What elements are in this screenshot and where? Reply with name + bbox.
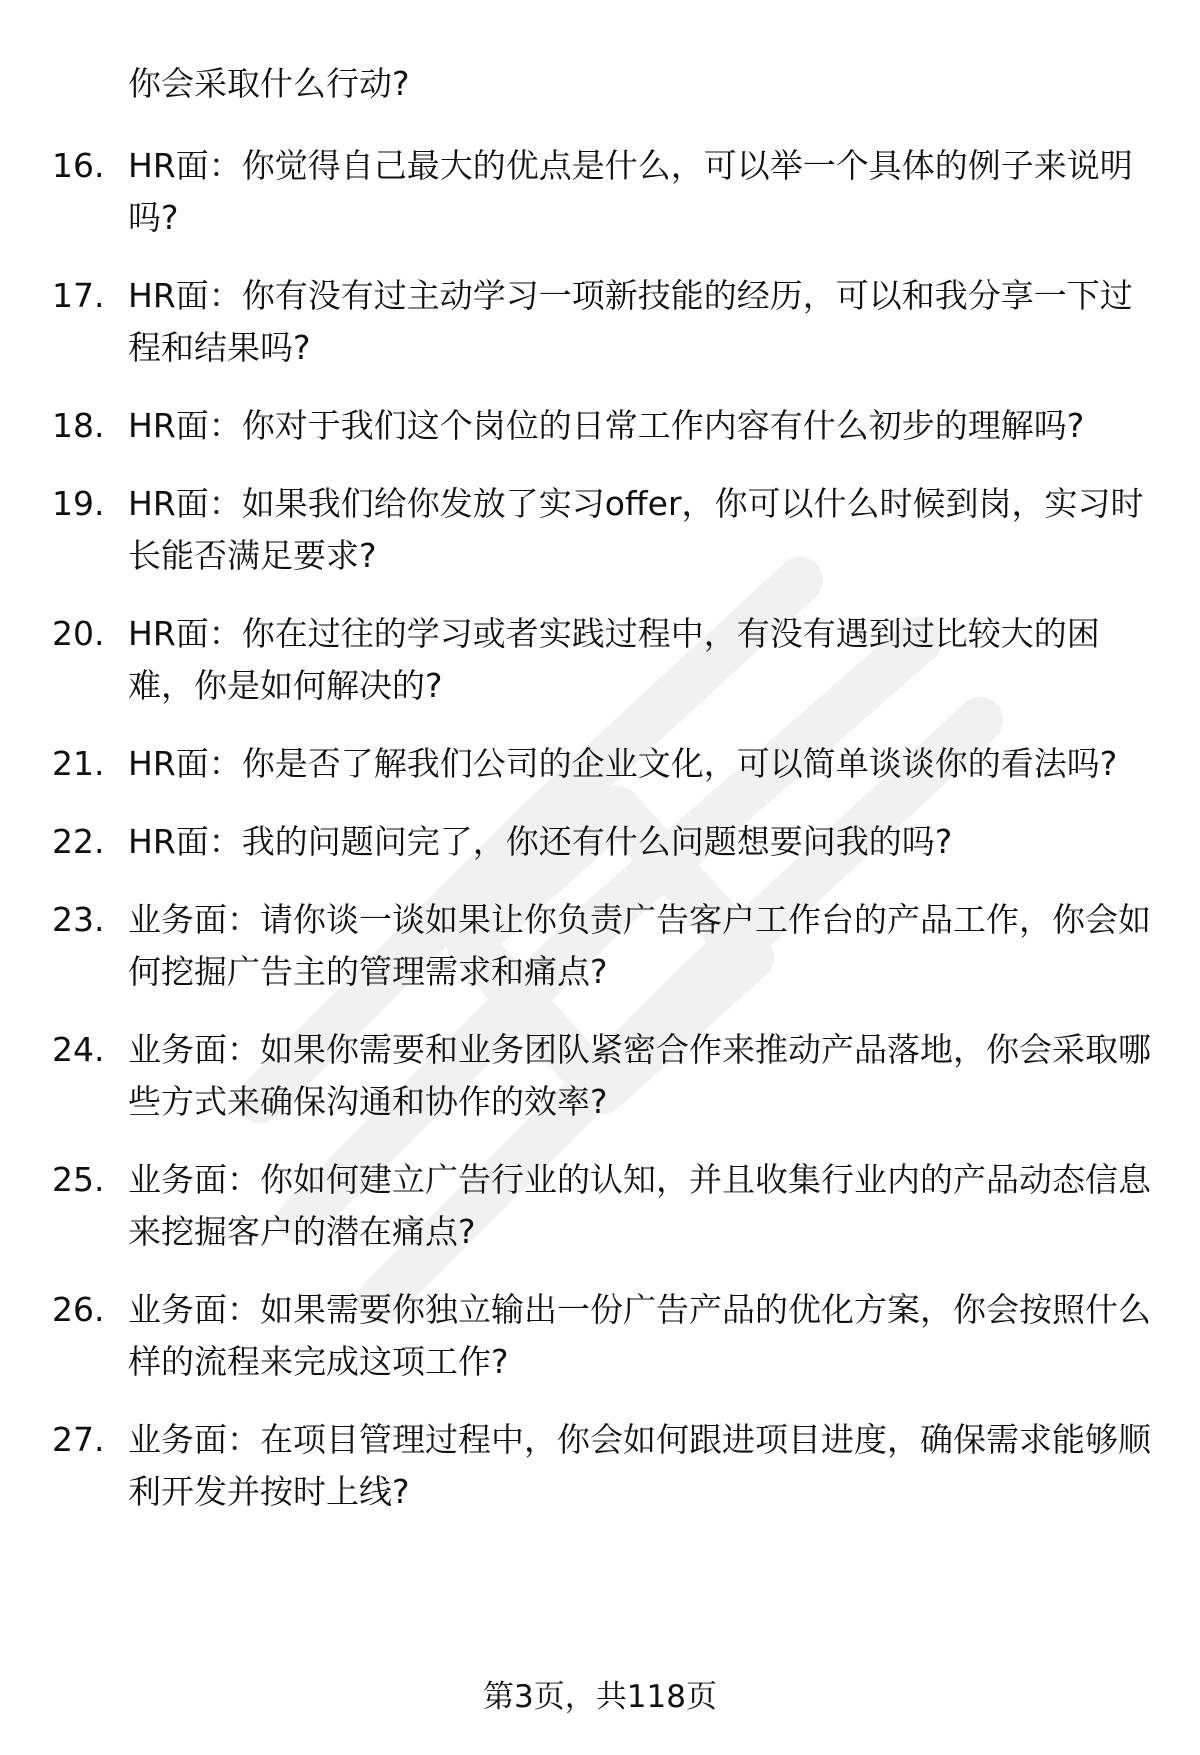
question-item [52,1414,1162,1518]
question-item [52,738,1162,790]
question-text: 业务面：如果你需要和业务团队紧密合作来推动产品落地，你会采取哪些方式来确保沟通和协作的效率? [128,1030,1151,1121]
continued-question-text: 你会采取什么行动? [128,64,410,103]
question-list [52,140,1162,1544]
question-number: 20. [52,614,105,653]
question-text: 业务面：请你谈一谈如果让你负责广告客户工作台的产品工作，你会如何挖掘广告主的管理需求和痛点? [128,900,1151,991]
question-text: HR面：你有没有过主动学习一项新技能的经历，可以和我分享一下过程和结果吗? [128,276,1133,367]
question-text: HR面：你觉得自己最大的优点是什么，可以举一个具体的例子来说明吗? [128,146,1133,237]
question-item [52,1154,1162,1258]
question-text: HR面：你是否了解我们公司的企业文化，可以简单谈谈你的看法吗? [128,744,1118,783]
question-item [52,1284,1162,1388]
question-number: 16. [52,146,105,185]
page-footer: 第3页，共118页 [483,1679,717,1715]
question-item [52,270,1162,374]
question-text: 业务面：你如何建立广告行业的认知，并且收集行业内的产品动态信息来挖掘客户的潜在痛点? [128,1160,1151,1251]
question-text: HR面：我的问题问完了，你还有什么问题想要问我的吗? [128,822,953,861]
question-item [52,140,1162,244]
question-number: 18. [52,406,105,445]
question-number: 23. [52,900,105,939]
question-number: 17. [52,276,105,315]
question-number: 24. [52,1030,105,1069]
question-text: HR面：如果我们给你发放了实习offer，你可以什么时候到岗，实习时长能否满足要求? [128,484,1144,575]
question-item [52,1024,1162,1128]
question-text: 业务面：如果需要你独立输出一份广告产品的优化方案，你会按照什么样的流程来完成这项工作? [128,1290,1151,1381]
question-number: 19. [52,484,105,523]
question-number: 26. [52,1290,105,1329]
question-text: HR面：你对于我们这个岗位的日常工作内容有什么初步的理解吗? [128,406,1085,445]
question-text: HR面：你在过往的学习或者实践过程中，有没有遇到过比较大的困难，你是如何解决的? [128,614,1100,705]
question-number: 21. [52,744,105,783]
question-item [52,608,1162,712]
question-text: 业务面：在项目管理过程中，你会如何跟进项目进度，确保需求能够顺利开发并按时上线? [128,1420,1151,1511]
question-item [52,816,1162,868]
question-number: 25. [52,1160,105,1199]
question-number: 27. [52,1420,105,1459]
question-item [52,894,1162,998]
question-item [52,478,1162,582]
question-number: 22. [52,822,105,861]
question-item [52,400,1162,452]
